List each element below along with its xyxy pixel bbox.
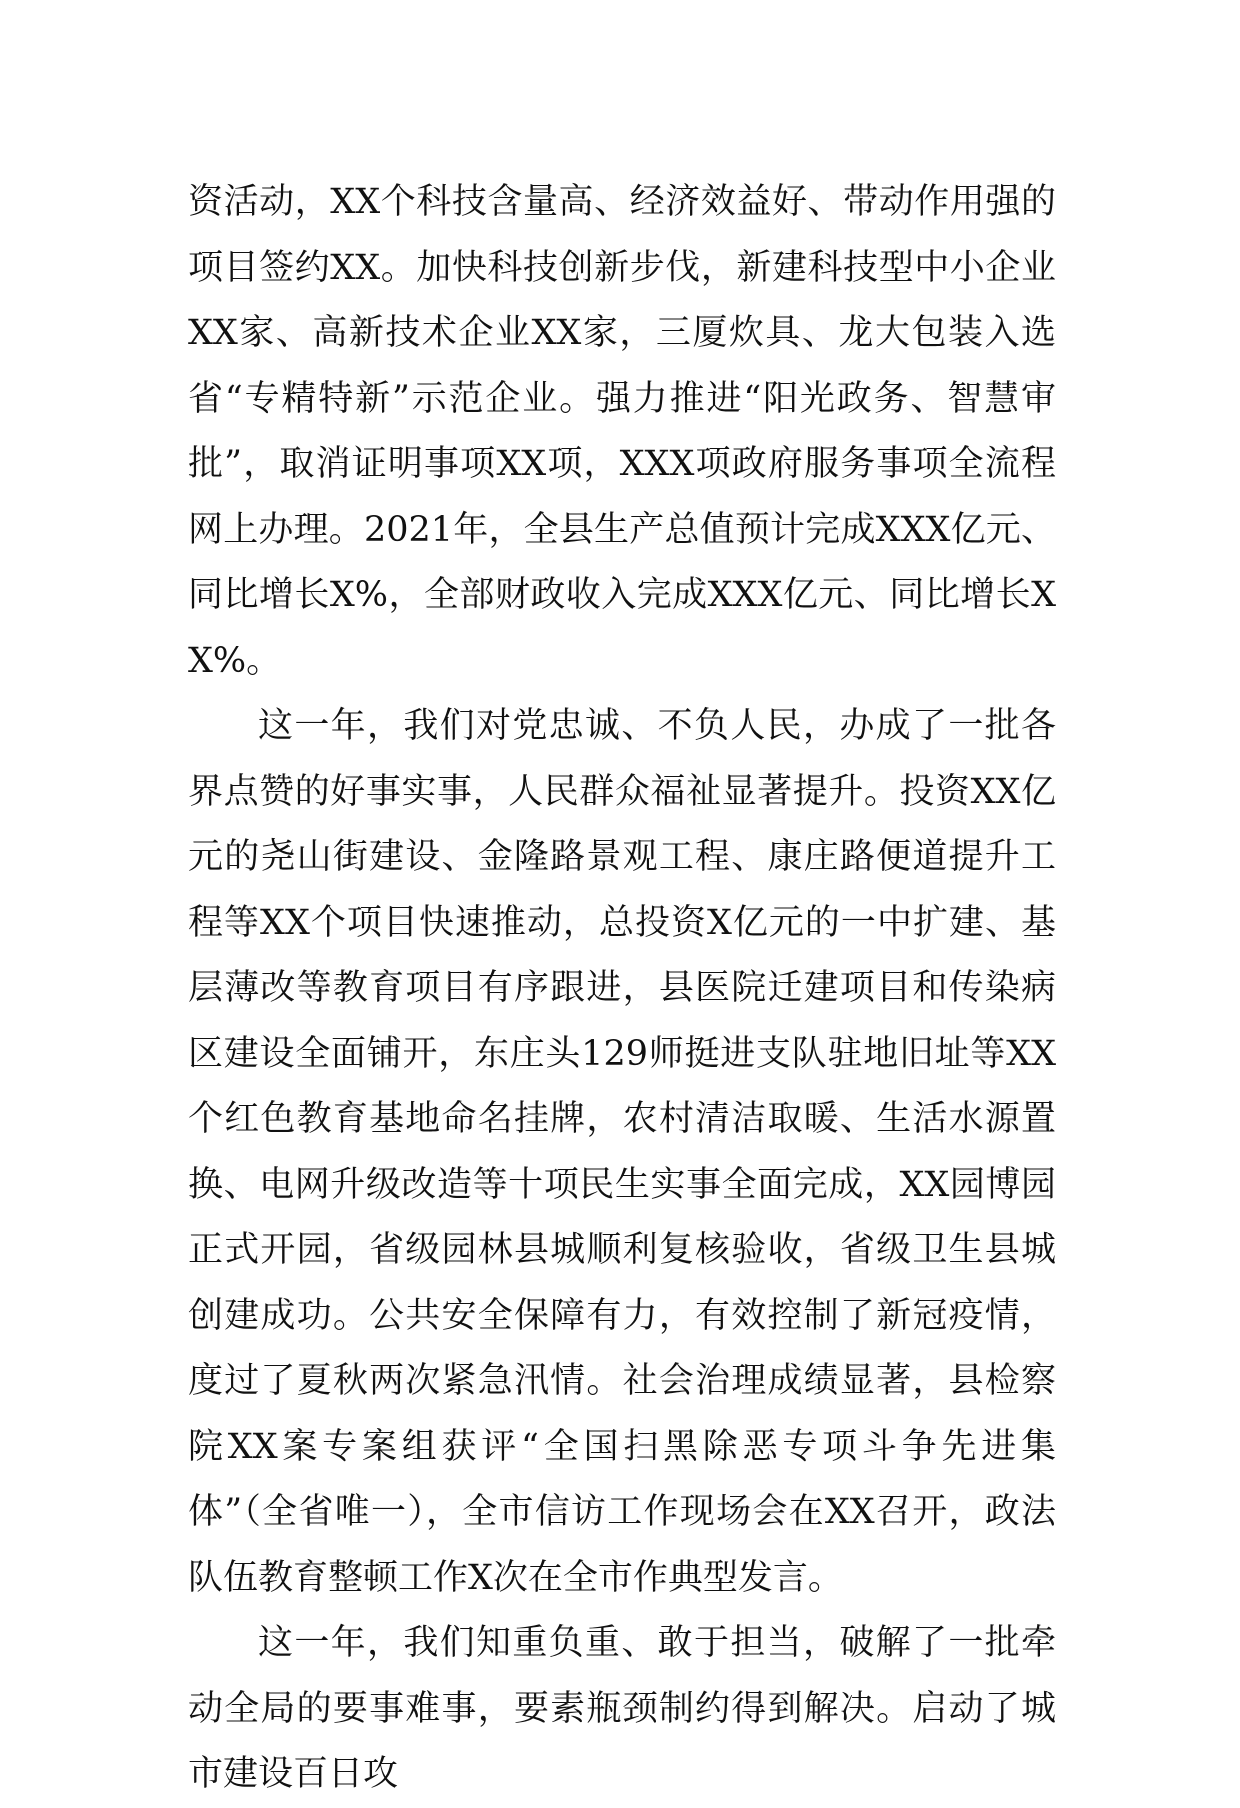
document-body [188,170,1056,1808]
paragraph-3: 这一年，我们知重负重、敢于担当，破解了一批牵动全局的要事难事，要素瓶颈制约得到解决。启动了城市建设百日攻 [188,1623,1056,1794]
paragraph-2: 这一年，我们对党忠诚、不负人民，办成了一批各界点赞的好事实事，人民群众福祉显著提升。投资XX亿元的尧山街建设、金隆路景观工程、康庄路便道提升工程等XX个项目快速推动，总投资X亿元的一中扩建、基层薄改等教育项目有序跟进，县医院迁建项目和传染病区建设全面铺开，东庄头129师挺进支队驻地旧址等XX个红色教育基地命名挂牌，农村清洁取暖、生活水源置换、电网升级改造等十项民生实事全面完成，XX园博园正式开园，省级园林县城顺利复核验收，省级卫生县城创建成功。公共安全保障有力，有效控制了新冠疫情，度过了夏秋两次紧急汛情。社会治理成绩显著，县检察院XX案专案组获评“全国扫黑除恶专项斗争先进集体”（全省唯一），全市信访工作现场会在XX召开，政法队伍教育整顿工作X次在全市作典型发言。 [188,706,1056,1598]
paragraph-1: 资活动，XX个科技含量高、经济效益好、带动作用强的项目签约XX。加快科技创新步伐，新建科技型中小企业XX家、高新技术企业XX家，三厦炊具、龙大包装入选省“专精特新”示范企业。强力推进“阳光政务、智慧审批”，取消证明事项XX项，XXX项政府服务事项全流程网上办理。2021年，全县生产总值预计完成XXX亿元、同比增长X%，全部财政收入完成XXX亿元、同比增长XX%。 [188,182,1056,681]
